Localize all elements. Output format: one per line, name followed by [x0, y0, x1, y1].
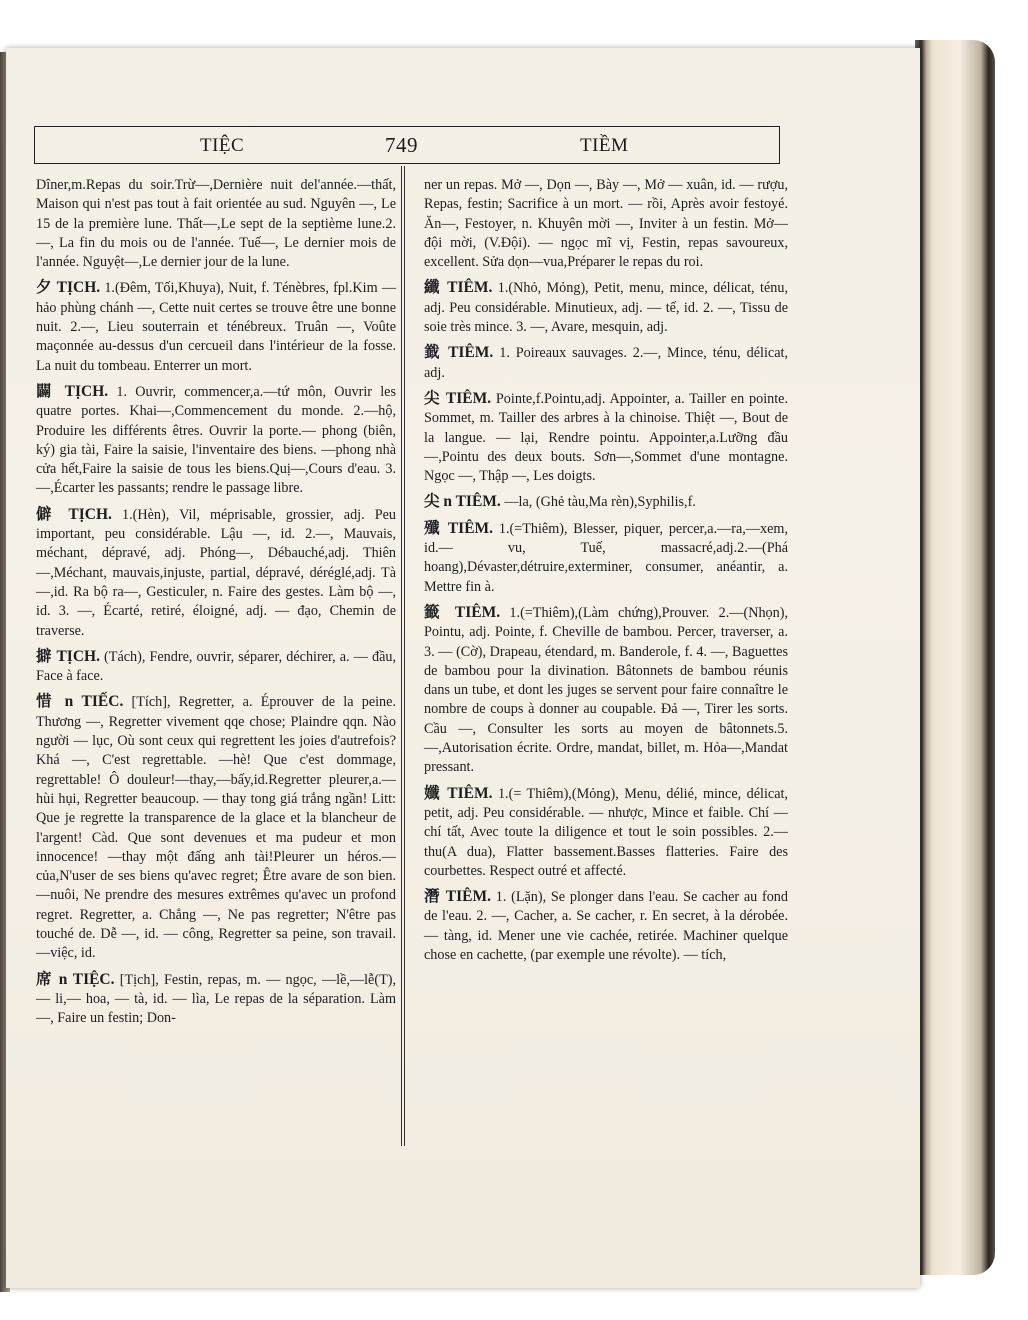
entry-headword: 孅 TIÊM.	[424, 784, 493, 802]
dictionary-entry	[424, 784, 788, 881]
dictionary-entry	[424, 519, 788, 597]
right-column	[424, 175, 788, 971]
dictionary-entry	[36, 970, 396, 1029]
entry-text: 1.(=Thiêm),(Làm chứng),Prouver. 2.—(Nhọn), Pointu, adj. Pointe, f. Cheville de bambou. Percer, traverser, a. 3. — (Cờ), Drapeau, étendard, m. Banderole, f. 4. —, Baguettes de bambou pour la divination. Bâtonnets de bambou réunis dans un tube, et dont les juges se servent pour faire connaître le nombre de coups à donner au coupable. Đả —, Tirer les sorts. Cầu —, Consulter les sorts au moyen de bâtonnets.5.—,Autorisation écrite. Ordre, mandat, billet, m. Hỏa—,Mandat pressant.	[424, 604, 789, 776]
entry-text: —la, (Ghẻ tàu,Ma rèn),Syphilis,f.	[504, 494, 696, 511]
entry-headword: 籤 TIÊM.	[424, 603, 501, 621]
header-right-word: TIỀM	[580, 135, 629, 156]
entry-text: 1. Poireaux sauvages. 2.—, Mince, ténu, délicat, adj.	[424, 345, 788, 381]
entry-text: Dîner,m.Repas du soir.Trừ—,Dernière nuit del'année.—thất, Maison qui n'est pas tout à fait orientée au sud. Nguyên —, Le 15 de la première lune. Thất—,Le sept de la septième lune.2.—, La fin du mois ou de l'année. Tuế—, Le dernier mois de l'année. Nguyệt—,Le dernier jour de la lune.	[36, 177, 396, 271]
entry-text: [Tích], Regretter, a. Éprouver de la peine. Thương —, Regretter vivement qqe chose; Plaindre qqn. Nào người — lục, Où sont ceux qui regrettent les joies d'autrefois? Khá —, C'est regrettable. —hè! Que c'est dommage, regrettable! Ô douleur!—thay,—bấy,id.Regretter pleurer,a.—hùi hụi, Regretter beaucoup. — thay tong giá trắng ngần! Litt: Que je regrette la transparence de la glace et la blancheur de l'argent! Càd. Que sont devenues et ma pudeur et mon innocence! —thay một đấng anh tài!Pleurer un héros.—của,N'user de ses biens qu'avec regret; Être avare de son bien.—nuôi, Ne prendre des mesures extrêmes qu'avec un profond regret. Regretter, a. Chẳng —, Ne pas regretter; N'être pas touché de. Dễ —, id. — công, Regretter sa peine, son travail. —việc, id.	[36, 694, 396, 962]
entry-text: [Tịch], Festin, repas, m. — ngọc, —lề,—lễ(T), — li,— hoa, — tà, id. — lìa, Le repas de la séparation. Làm —, Faire un festin; Don-	[36, 971, 397, 1027]
entry-text: 1.(Đêm, Tối,Khuya), Nuit, f. Ténèbres, fpl.Kim — hảo phùng chánh —, Cette nuit certes se trouve être une bonne nuit. 2.—, Lieu souterrain et ténébreux. Truân —, Voûte maçonnée au-dessus d'un cercueil dans l'intérieur de la fosse. La nuit du tombeau. Enterrer un mort.	[36, 280, 397, 374]
entry-headword: 闢 TỊCH.	[36, 382, 109, 400]
column-divider	[401, 166, 405, 1146]
dictionary-entry	[36, 175, 396, 272]
entry-headword: 擗 TỊCH.	[36, 647, 100, 665]
entry-headword: 殲 TIÊM.	[424, 519, 494, 537]
entry-text: 1.(= Thiêm),(Mỏng), Menu, délié, mince, délicat, petit, adj. Peu considérable. — nhược, Mince et faible. Chí — chí tất, Avec toute la diligence et tout le soin possibles. 2.—thu(A dua), Flatter bassement.Basses flatteries. Faire des courbettes. Respect outré et affecté.	[424, 785, 788, 879]
dictionary-entry	[424, 603, 788, 778]
header-left-word: TIỆC	[200, 135, 245, 156]
dictionary-entry	[36, 505, 396, 641]
entry-text: 1.(Hèn), Vil, méprisable, grossier, adj. Peu important, peu considérable. Lậu —, id. 2.—, Mauvais, méchant, dépravé, adj. Phóng—, Débauché,adj. Thiên—,Méchant, mauvais,injuste, partial, dépravé, déréglé,adj. Tà—,id. Ra bộ ra—, Gesticuler, n. Faire des gestes. Làm bộ —, id. 3. —, Écarté, retiré, éloigné, adj. — đạo, Chemin de traverse.	[36, 506, 397, 639]
entry-text: 1.(Nhỏ, Mỏng), Petit, menu, mince, délicat, ténu, adj. Peu considérable. Minutieux, adj. — tế, id. 2. —, Tissu de soie très mince. 3. —, Avare, mesquin, adj.	[424, 280, 789, 336]
entry-headword: 韱 TIÊM.	[424, 344, 494, 362]
dictionary-entry	[36, 647, 396, 687]
entry-headword: 尖 n TIÊM.	[424, 493, 501, 511]
entry-headword: 夕 TỊCH.	[36, 279, 101, 297]
entry-text: 1. Ouvrir, commencer,a.—tứ môn, Ouvrir les quatre portes. Khai—,Commencement du monde. 2.—hộ, Produire les différents êtres. Ouvrir la porte.— phong (biên, ký) gia tài, Faire la saisie, l'inventaire des biens. —phong nhà cửa hết,Faire la saisie de tous les biens.Quị—,Cours d'eau. 3.—,Écarter les passants; rendre le passage libre.	[36, 383, 396, 497]
entry-text: Pointe,f.Pointu,adj. Appointer, a. Tailler en pointe. Sommet, m. Tailler des arbres à la chinoise. Thiệt —, Bout de la langue. — lại, Rendre pointu. Appointer,a.Lưỡng đầu—,Pointu des deux bouts. Sơn—,Sommet d'une montagne. Ngọc —, Thập —, Les doigts.	[424, 390, 789, 485]
dictionary-entry	[424, 175, 788, 272]
dictionary-entry	[424, 343, 788, 383]
dictionary-entry	[36, 382, 396, 499]
entry-text: 1. (Lặn), Se plonger dans l'eau. Se cacher au fond de l'eau. 2. —, Cacher, a. Se cacher, r. En secret, à la dérobée. — tàng, id. Mener une vie cachée, retirée. Machiner quelque chose en cachette, (par exemple une révolte). — tích,	[424, 889, 788, 963]
dictionary-entry	[36, 278, 396, 375]
dictionary-entry	[424, 887, 788, 965]
entry-text: ner un repas. Mở —, Dọn —, Bày —, Mở — xuân, id. — rượu, Repas, festin; Sacrifice à un mort. — rồi, Après avoir festoyé. Ăn—, Festoyer, n. Khuyên mời —, Inviter à un festin. Mở— đội mời, (V.Đội). — ngọc mĩ vị, Festin, repas savoureux, excellent. Sửa dọn—vua,Préparer le repas du roi.	[424, 177, 788, 271]
entry-headword: 潛 TIÊM.	[424, 888, 491, 906]
entry-headword: 纖 TIÊM.	[424, 279, 493, 297]
entry-headword: 尖 TIÊM.	[424, 389, 492, 407]
left-column	[36, 175, 396, 1034]
entry-text: 1.(=Thiêm), Blesser, piquer, percer,a.—ra,—xem, id.— vu, Tuế, massacré,adj.2.—(Phá hoang),Dévaster,détruire,exterminer, consumer, anéantir, a. Mettre fin à.	[424, 520, 788, 595]
dictionary-entry	[424, 389, 788, 486]
book-page-edges	[915, 40, 995, 1275]
dictionary-entry	[424, 492, 788, 512]
entry-headword: 僻 TỊCH.	[36, 505, 112, 523]
running-header	[34, 126, 780, 164]
dictionary-entry	[36, 692, 396, 963]
entry-headword: 惜 n TIẾC.	[36, 693, 124, 711]
dictionary-entry	[424, 278, 788, 337]
page-number: 749	[385, 133, 418, 157]
entry-text: (Tách), Fendre, ouvrir, séparer, déchirer, a. — đầu, Face à face.	[36, 648, 397, 685]
entry-headword: 席 n TIỆC.	[36, 970, 115, 988]
